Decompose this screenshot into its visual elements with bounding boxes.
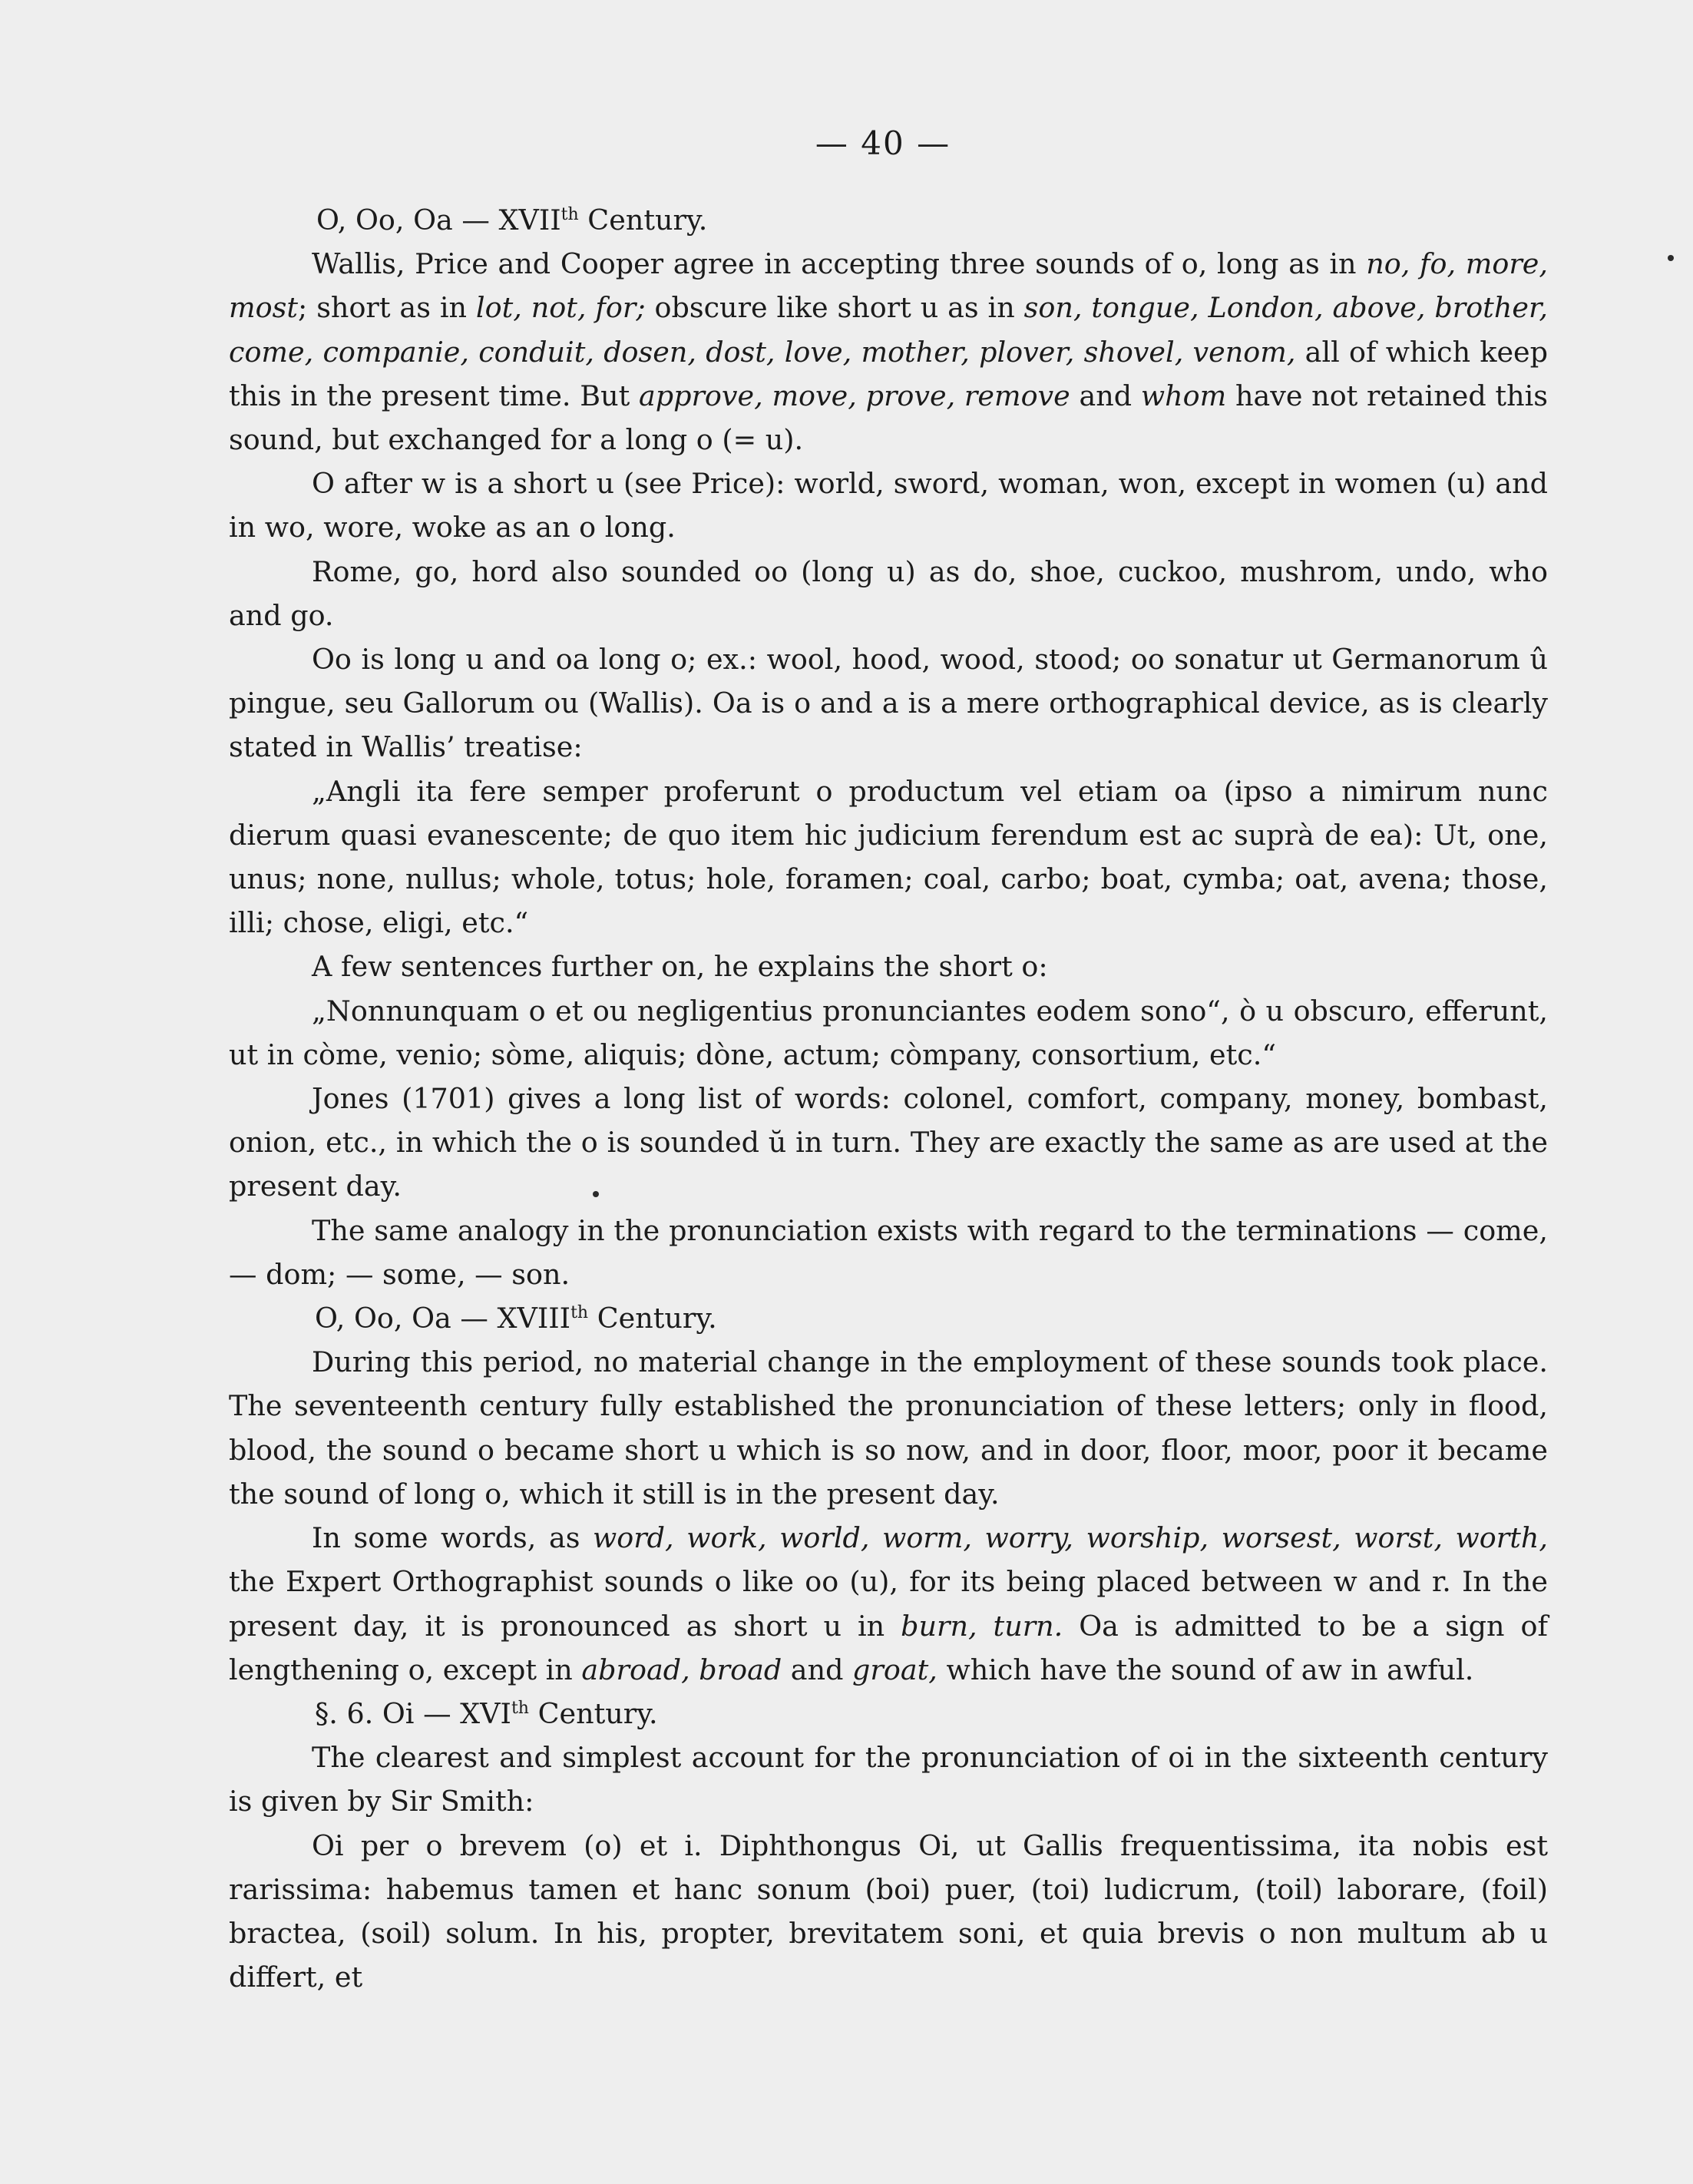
ink-speck [1668, 255, 1674, 261]
paragraph: Oi per o brevem (o) et i. Diphthongus Oi, ut Gallis frequentissima, ita nobis est rarissima: habemus tamen et hanc sonum (boi) puer, (toi) ludicrum, (toil) laborare, (foil) bractea, (soil) solum. In his, propter, brevitatem soni, et quia brevis o non multum ab u differt, et [229, 1828, 1548, 1994]
paragraph: Oo is long u and oa long o; ex.: wool, hood, wood, stood; oo sonatur ut Germanorum û pingue, seu Gallorum ou (Wallis). Oa is o and a is a mere orthographical device, as is clearly stated in Wallis’ treatise: [229, 643, 1548, 764]
paragraph: O after w is a short u (see Price): world, sword, woman, won, except in women (u) and in wo, wore, woke as an o long. [229, 467, 1548, 544]
heading-text: O, Oo, Oa — XVII [316, 204, 561, 237]
ordinal-suffix: th [511, 1698, 529, 1718]
paragraph: A few sentences further on, he explains the short o: [312, 950, 1048, 984]
heading-text: Century. [578, 204, 708, 237]
heading-text: Century. [528, 1696, 658, 1730]
paragraph: The same analogy in the pronunciation exists with regard to the terminations — come, — dom; — some, — son. [229, 1213, 1548, 1291]
paragraph: „Nonnunquam o et ou negligentius pronunciantes eodem sono“, ò u obscuro, efferunt, ut in còme, venio; sòme, aliquis; dòne, actum; còmpany, consortium, etc.“ [229, 994, 1548, 1071]
page-number: — 40 — [815, 124, 951, 162]
ordinal-suffix: th [570, 1303, 589, 1323]
ordinal-suffix: th [560, 205, 579, 224]
heading-text: O, Oo, Oa — XVIII [315, 1302, 571, 1335]
paragraph: „Angli ita fere semper proferunt o productum vel etiam oa (ipso a nimirum nunc dierum quasi evanescente; de quo item hic judicium ferendum est ac suprà de ea): Ut, one, unus; none, nullus; whole, totus; hole, foramen; coal, carbo; boat, cymba; oat, avena; those, illi; chose, eligi, etc.“ [229, 774, 1548, 940]
paragraph: Wallis, Price and Cooper agree in accepting three sounds of o, long as in no, fo, more, most; short as in lot, not, for; obscure like short u as in son, tongue, London, above, brother, come, companie, conduit, dosen, dost, love, mother, plover, shovel, venom, all of which keep this in the present time. But approve, move, prove, remove and whom have not retained this sound, but exchanged for a long o (= u). [229, 247, 1549, 457]
paragraph: The clearest and simplest account for the pronunciation of oi in the sixteenth century is given by Sir Smith: [229, 1741, 1548, 1818]
section-heading [229, 1692, 1548, 1736]
paragraph: In some words, as word, work, world, worm, worry, worship, worsest, worst, worth, the Expert Orthographist sounds o like oo (u), for its being placed between w and r. In the present day, it is pronounced as short u in burn, turn. Oa is admitted to be a sign of lengthening o, except in abroad, broad and groat, which have the sound of aw in awful. [229, 1521, 1548, 1686]
heading-text: §. 6. Oi — XVI [315, 1696, 511, 1730]
paragraph: Rome, go, hord also sounded oo (long u) as do, shoe, cuckoo, mushrom, undo, who and go. [229, 554, 1548, 632]
paragraph: During this period, no material change in the employment of these sounds took place. The seventeenth century fully established the pronunciation of these letters; only in flood, blood, the sound o became short u which is so now, and in door, floor, moor, poor it became the sound of long o, which it still is in the present day. [229, 1345, 1548, 1511]
section-heading [229, 1296, 1548, 1340]
paragraph: Jones (1701) gives a long list of words: colonel, comfort, company, money, bombast, onion, etc., in which the o is sounded ŭ in turn. They are exactly the same as are used at the present day. [229, 1082, 1548, 1203]
body-text [229, 198, 1548, 1999]
ink-speck [593, 1191, 599, 1197]
heading-text: Century. [588, 1302, 717, 1335]
section-heading [229, 198, 1548, 242]
